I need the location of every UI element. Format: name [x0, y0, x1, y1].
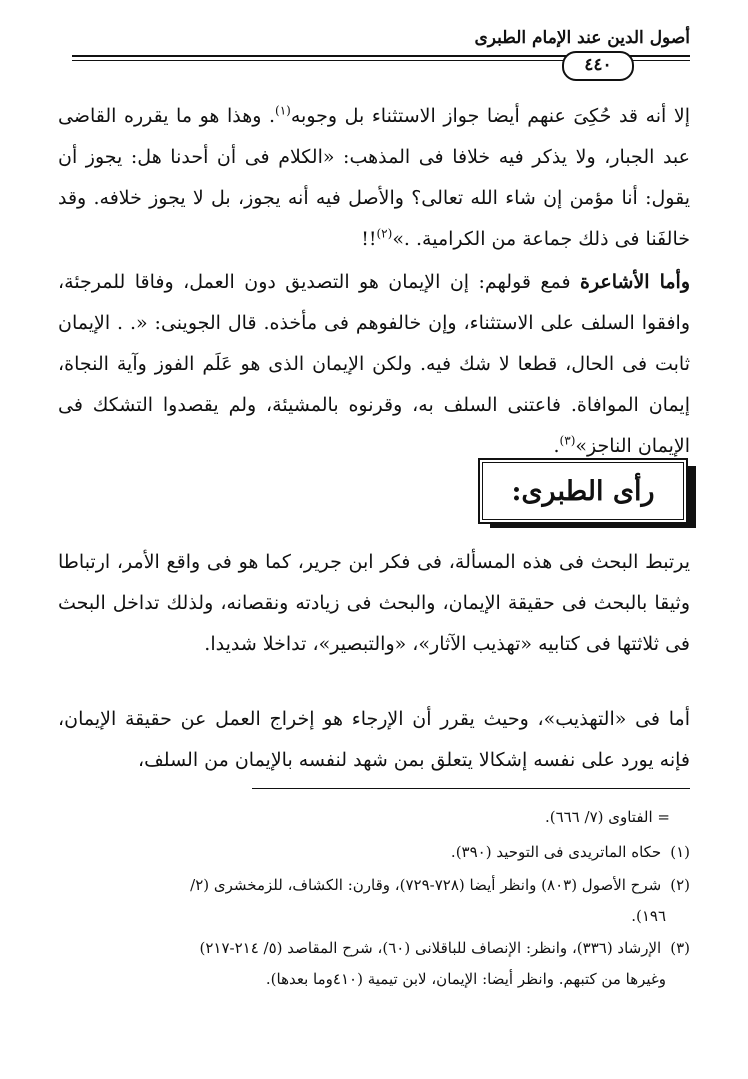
- footnote-ref-3: (٣): [559, 433, 576, 448]
- paragraph-2: [58, 262, 690, 467]
- footnote-3-text-a: الإرشاد (٣٣٦)، وانظر: الإنصاف للباقلانى (٦٠)، شرح المقاصد (٥/ ٢١٤-٢١٧): [199, 939, 662, 957]
- paragraph-3: يرتبط البحث فى هذه المسألة، فى فكر ابن جرير، كما هو فى واقع الأمر، ارتباطا وثيقا بالبحث فى حقيقة الإيمان، والبحث فى زيادته ونقصانه، ولذلك تداخل البحث فى ثلاثتها فى كتابيه «تهذيب الآثار»، «والتبصير»، تداخلا شديدا.: [58, 551, 690, 655]
- footnote-1-number: (١): [670, 843, 690, 861]
- footnote-2-text-a: شرح الأصول (٨٠٣) وانظر أيضا (٧٢٨-٧٢٩)، وقارن: الكشاف، للزمخشرى (٢/: [190, 876, 662, 894]
- footnote-2-text-b: ١٩٦).: [631, 907, 666, 925]
- footnote-2: [58, 870, 690, 932]
- footnote-ref-2: (٢): [376, 226, 393, 241]
- running-header-title: أصول الدين عند الإمام الطبرى: [474, 28, 690, 48]
- paragraph-4: أما فى «التهذيب»، وحيث يقرر أن الإرجاء هو إخراج العمل عن حقيقة الإيمان، فإنه يورد على نفسه إشكالا يتعلق بمن شهد لنفسه بالإيمان من السلف،: [58, 708, 690, 771]
- paragraph-2-text-b: .: [553, 435, 560, 457]
- footnote-separator: [252, 788, 690, 789]
- paragraph-1-text-b: . وهذا هو ما يقرره القاضى عبد الجبار، ولا يذكر فيه خلافا فى المذهب: «الكلام فى أن أحدنا هل: يجوز أن يقول: أنا مؤمن إن شاء الله تعالى؟ والأصل فيه أنه يجوز، بل لا يجوز خلافه. وقد خالفَنا فى ذلك جماعة من الكرامية. .»: [58, 105, 690, 250]
- footnote-continuation: = الفتاوى (٧/ ٦٦٦).: [544, 808, 670, 826]
- footnote-2-number: (٢): [670, 876, 690, 894]
- footnote-3-number: (٣): [670, 939, 690, 957]
- page-number: ٤٤٠: [562, 51, 634, 81]
- footnote-1-text: حكاه الماتريدى فى التوحيد (٣٩٠).: [450, 843, 662, 861]
- footnote-1: [58, 837, 690, 868]
- footnote-3: [58, 933, 690, 995]
- section-heading-box: [478, 458, 688, 524]
- footnote-3-text-b: وغيرها من كتبهم. وانظر أيضا: الإيمان، لابن تيمية (٤١٠وما بعدها).: [265, 970, 666, 988]
- paragraph-2-bold-lead: وأما الأشاعرة: [579, 271, 690, 293]
- section-heading: رأى الطبرى:: [482, 462, 684, 520]
- paragraph-1: [58, 96, 690, 260]
- paragraph-1-text-a: إلا أنه قد حُكِىَ عنهم أيضا جواز الاستثناء بل وجوبه: [290, 105, 690, 127]
- paragraph-1-text-c: !!: [361, 228, 377, 250]
- paragraph-2-text-a: فمع قولهم: إن الإيمان هو التصديق دون العمل، وفاقا للمرجئة، وافقوا السلف على الاستثناء، وإن خالفوهم فى مأخذه. قال الجوينى: «. . الإيمان ثابت فى الحال، قطعا لا شك فيه. ولكن الإيمان الذى هو عَلَم الفوز وآية النجاة، إيمان الموافاة. فاعتنى السلف به، وقرنوه بالمشيئة، ولم يقصدوا التشكك فى الإيمان الناجز»: [58, 271, 690, 457]
- footnote-ref-1: (١): [275, 103, 291, 118]
